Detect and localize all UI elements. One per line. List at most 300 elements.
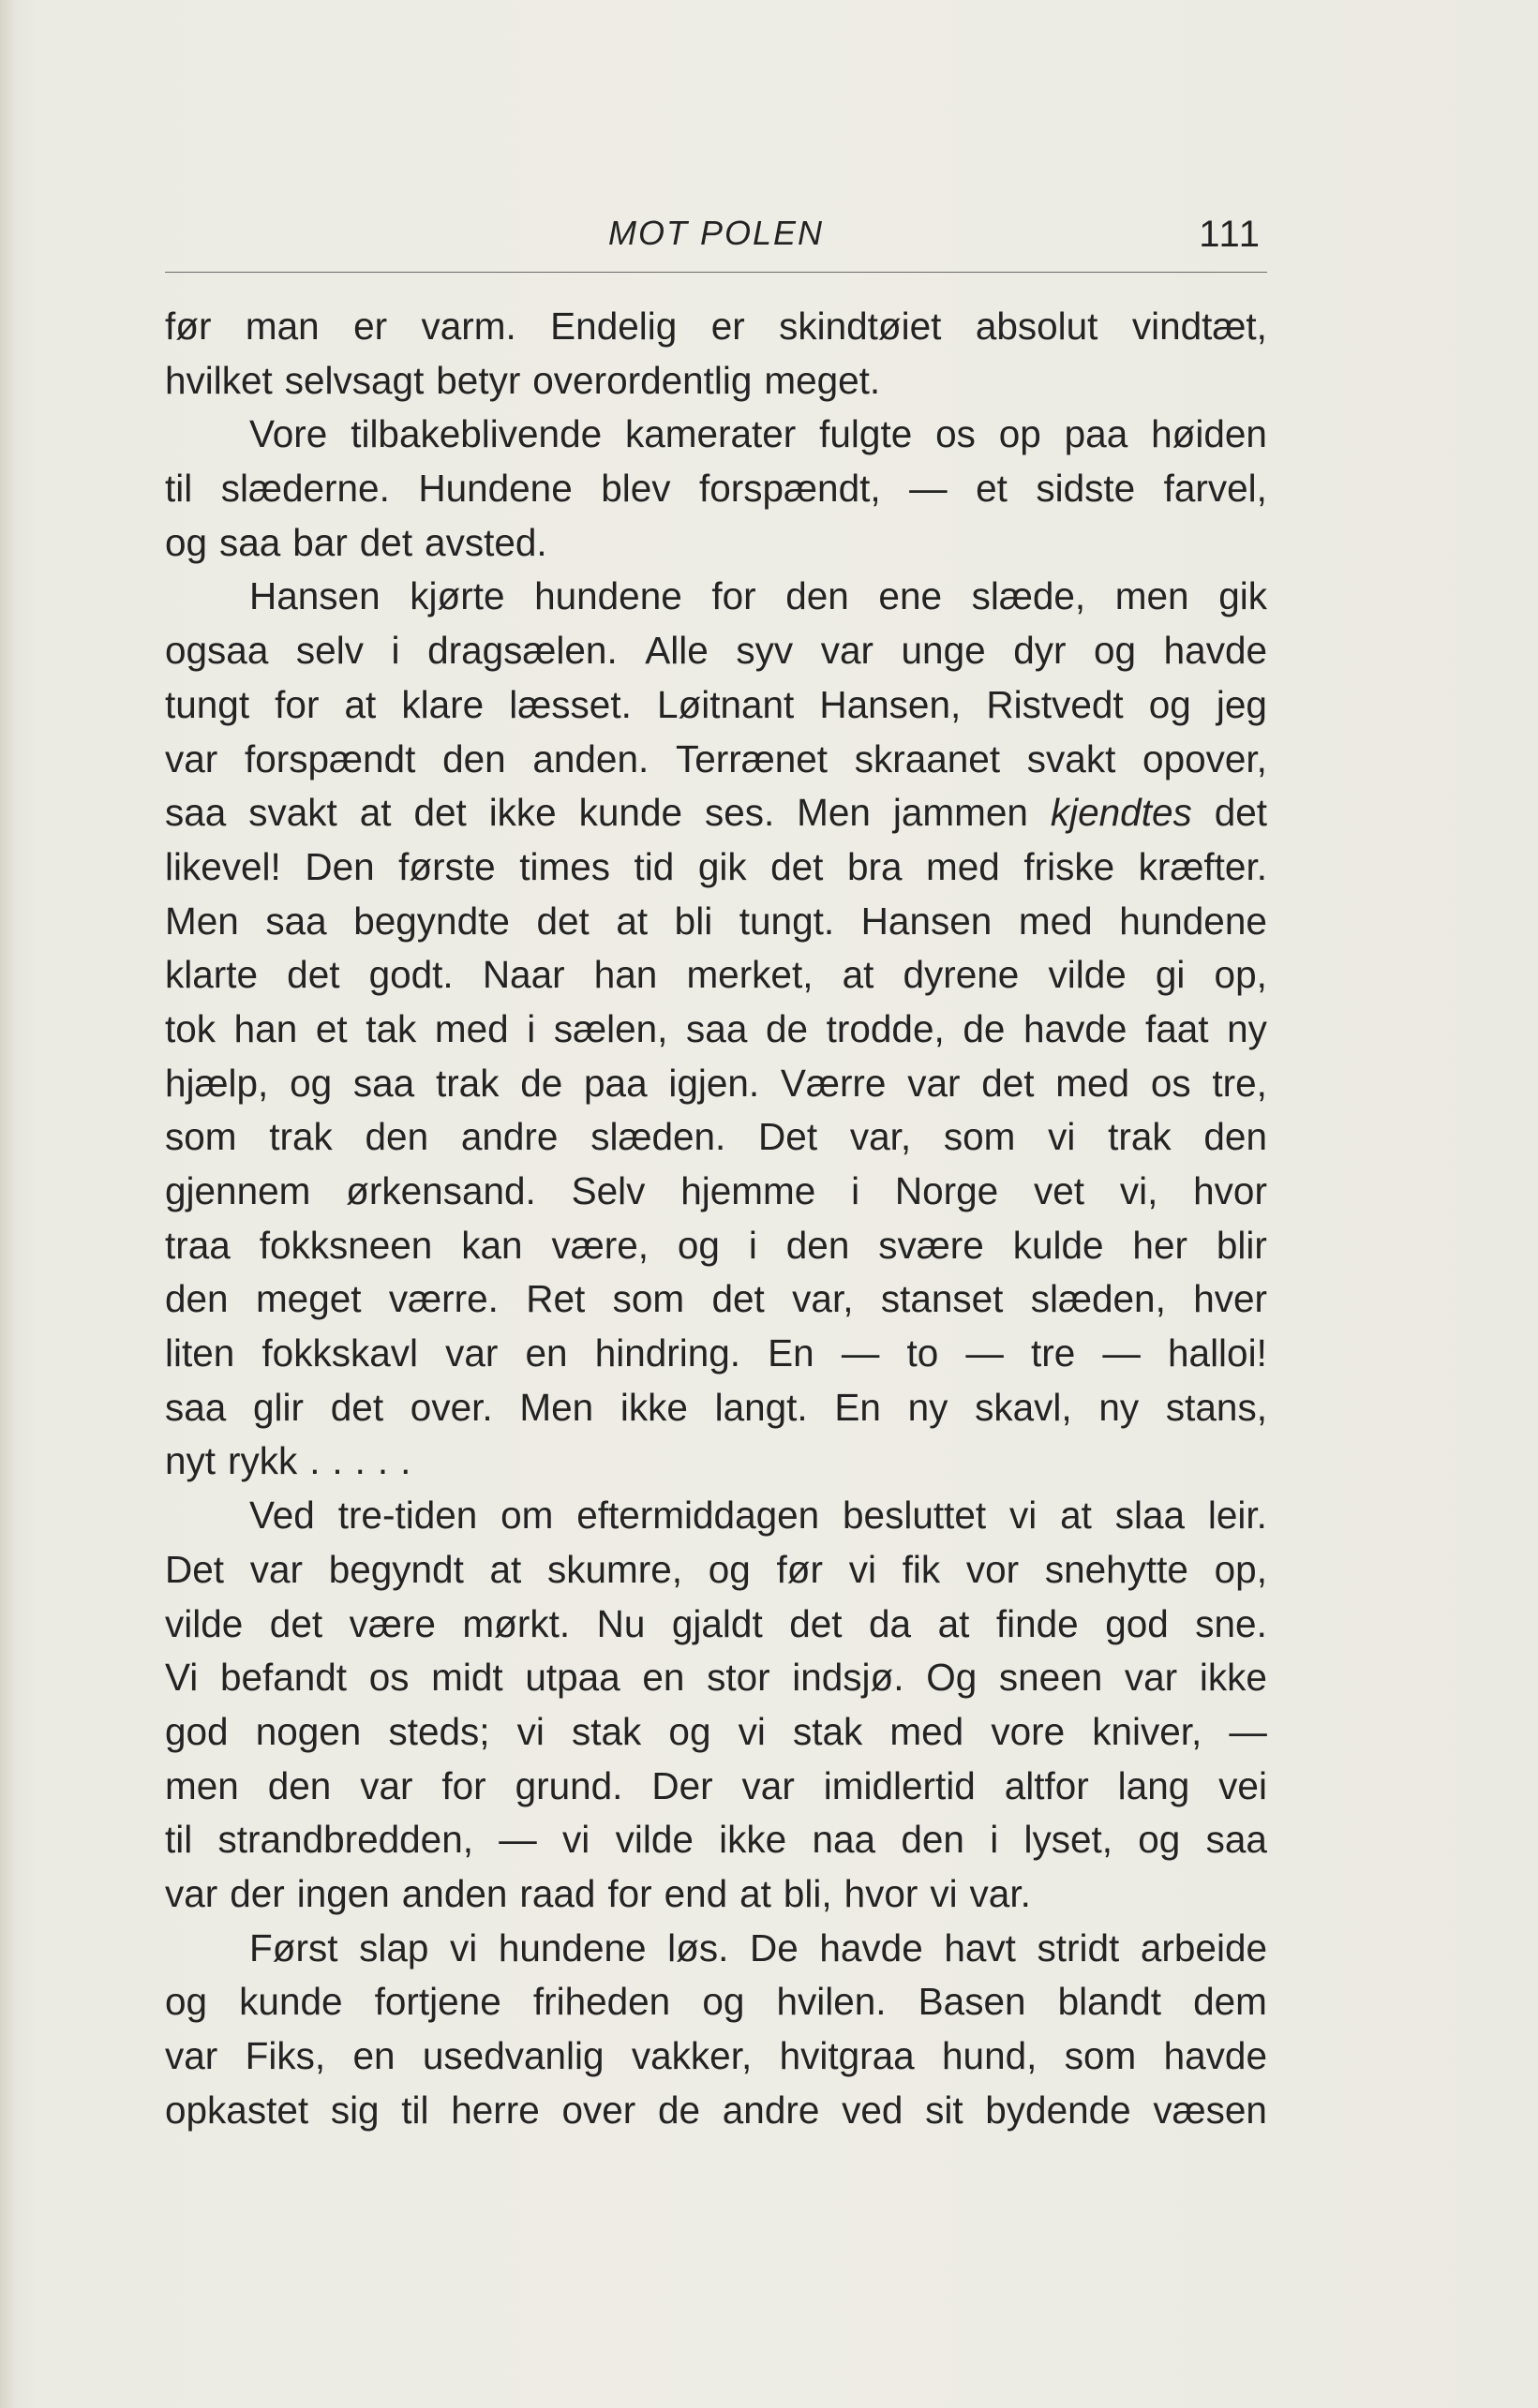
word: Hansen <box>249 574 381 618</box>
word: blandt <box>1057 1980 1161 2024</box>
word: høiden <box>1151 412 1267 456</box>
word: — <box>499 1818 537 1862</box>
word: havt <box>944 1925 1016 1970</box>
word: naa <box>812 1818 876 1862</box>
word: skraanet <box>854 736 1001 780</box>
word: bra <box>846 844 903 888</box>
word: faat <box>1144 1006 1209 1050</box>
word: vi <box>562 1818 590 1862</box>
word: og <box>702 1980 745 2024</box>
word: paa <box>1064 412 1128 456</box>
word: tungt. <box>739 899 835 943</box>
text-line <box>165 2084 1267 2138</box>
word: slæde, <box>971 574 1086 618</box>
running-title: MOT POLEN <box>607 214 825 252</box>
word: fokksneen <box>259 1223 433 1267</box>
word: var <box>907 1061 961 1105</box>
word: sit <box>925 2088 963 2132</box>
text-line <box>165 1489 1267 1543</box>
word: han <box>233 1006 298 1050</box>
word: med <box>1055 1061 1130 1105</box>
word: avsted. <box>425 520 547 564</box>
word: times <box>519 844 610 888</box>
word: paa <box>584 1061 648 1105</box>
text-line <box>165 2029 1267 2084</box>
word: anden. <box>532 736 650 780</box>
word: Ristvedt <box>986 682 1124 726</box>
word: rykk <box>227 1439 298 1483</box>
word: men <box>165 1763 239 1807</box>
word: var <box>165 1871 218 1915</box>
word: den <box>785 1223 850 1267</box>
word: en <box>352 2034 396 2077</box>
word: for <box>275 682 320 726</box>
word: hundene <box>498 1925 647 1970</box>
word: være <box>349 1601 436 1645</box>
text-line <box>165 624 1267 678</box>
word: eftermiddagen <box>576 1494 820 1538</box>
word: Hundene <box>418 467 573 511</box>
word: fokkskavl <box>261 1331 418 1375</box>
word: et <box>315 1006 348 1050</box>
word: som <box>943 1115 1016 1159</box>
text-line <box>165 948 1267 1003</box>
word: var <box>249 1547 303 1591</box>
word: værre. <box>388 1277 499 1321</box>
word: slæden. <box>590 1115 726 1159</box>
word: bli <box>674 899 713 943</box>
word: skumre, <box>547 1547 683 1591</box>
word: ny <box>1227 1006 1267 1050</box>
word: da <box>869 1601 912 1645</box>
word: og <box>1138 1818 1181 1862</box>
word: som <box>612 1277 685 1321</box>
word: saa <box>165 791 227 835</box>
word: Den <box>305 844 375 888</box>
word: hvilket <box>165 358 273 402</box>
word: friske <box>1023 844 1115 888</box>
word: usedvanlig <box>422 2034 605 2077</box>
word: og <box>290 1061 333 1105</box>
word: over. <box>410 1385 493 1429</box>
word: fulgte <box>819 412 913 456</box>
word: Hansen <box>860 899 993 943</box>
word: der <box>230 1871 285 1915</box>
word: i <box>851 1169 860 1212</box>
word: blir <box>1216 1223 1267 1267</box>
word: ogsaa <box>165 629 269 673</box>
word: vi <box>1009 1494 1038 1538</box>
word: vet <box>1034 1169 1085 1212</box>
text-line <box>165 1327 1267 1381</box>
word: snehytte <box>1044 1547 1188 1591</box>
word: det <box>287 953 340 997</box>
word: end <box>664 1871 728 1915</box>
word: var. <box>969 1871 1031 1915</box>
word: hjemme <box>680 1169 816 1212</box>
word: betyr <box>436 358 521 402</box>
word: dyr <box>1013 629 1067 673</box>
word: var <box>360 1763 413 1807</box>
word: om <box>500 1494 554 1538</box>
word: ørkensand. <box>346 1169 536 1212</box>
word: det <box>711 1277 765 1321</box>
word: den <box>365 1115 429 1159</box>
word: Fiks, <box>245 2034 326 2077</box>
word: og <box>165 520 208 564</box>
word: slæderne. <box>220 467 390 511</box>
text-line <box>165 678 1267 733</box>
word: den <box>442 736 506 780</box>
word: jeg <box>1216 682 1267 726</box>
word: — <box>965 1331 1004 1375</box>
word: gjennem <box>165 1169 311 1212</box>
word: slæden, <box>1030 1277 1166 1321</box>
word: god <box>1105 1601 1169 1645</box>
word: hundene <box>1119 899 1267 943</box>
word: havde <box>1163 2034 1267 2077</box>
word: man <box>245 305 320 348</box>
text-line <box>165 1381 1267 1435</box>
word: før <box>165 305 212 348</box>
word: stak <box>792 1709 863 1753</box>
page-number: 111 <box>1199 214 1262 255</box>
word: os <box>935 412 976 456</box>
word: begyndt <box>328 1547 464 1591</box>
word: gik <box>1218 574 1267 618</box>
text-line <box>165 1003 1267 1057</box>
word: tre <box>1031 1331 1076 1375</box>
word: syv <box>736 629 794 673</box>
word: vakker, <box>631 2034 753 2077</box>
word: absolut <box>975 305 1098 348</box>
word: var <box>165 2034 218 2077</box>
word: stans, <box>1165 1385 1267 1429</box>
word: friheden <box>532 1980 671 2024</box>
word: væsen <box>1153 2088 1267 2132</box>
paragraph <box>165 1922 1267 2138</box>
text-line <box>165 1922 1267 1976</box>
word: dyrene <box>903 953 1020 997</box>
word: var <box>445 1331 499 1375</box>
word: sidste <box>1036 467 1136 511</box>
word: en <box>642 1656 685 1700</box>
word: dragsælen. <box>427 629 618 673</box>
text-line <box>165 786 1267 840</box>
word: kjørte <box>410 574 505 618</box>
word: vi <box>449 1925 478 1970</box>
word: saa <box>165 1385 227 1429</box>
word: ingen <box>296 1871 390 1915</box>
word: skindtøiet <box>779 305 942 348</box>
text-line <box>165 895 1267 949</box>
word: to <box>906 1331 939 1375</box>
word: kunde <box>239 1980 343 2024</box>
text-line <box>165 1057 1267 1111</box>
word: hvitgraa <box>779 2034 915 2077</box>
word: klare <box>401 682 485 726</box>
word: Men <box>519 1385 594 1429</box>
word: svakt <box>1026 736 1116 780</box>
word: trak <box>269 1115 333 1159</box>
word: indsjø. <box>792 1656 904 1700</box>
word: fortjene <box>374 1980 501 2024</box>
word: vi, <box>1119 1169 1158 1212</box>
word: vi <box>930 1871 958 1915</box>
word: kniver, <box>1092 1709 1202 1753</box>
word: ikke <box>620 1385 688 1429</box>
word: og <box>1094 629 1137 673</box>
word: det <box>789 1601 843 1645</box>
word: begyndte <box>353 899 510 943</box>
word: det <box>770 844 824 888</box>
paragraph <box>165 300 1267 408</box>
body-text <box>165 300 1267 2137</box>
word: hvor <box>1193 1169 1267 1212</box>
word: saa <box>352 1061 415 1105</box>
word: med <box>1018 899 1093 943</box>
word: — <box>841 1331 880 1375</box>
text-line <box>165 1272 1267 1327</box>
word: Endelig <box>550 305 678 348</box>
word: vi <box>848 1547 876 1591</box>
word: tilbakeblivende <box>351 412 603 456</box>
word: var <box>741 1763 795 1807</box>
word: at <box>1060 1494 1092 1538</box>
word: altfor <box>1004 1763 1089 1807</box>
word: var, <box>792 1277 854 1321</box>
word: klarte <box>165 953 259 997</box>
text-line <box>165 354 1267 409</box>
word: kan <box>461 1223 523 1267</box>
word: at <box>616 899 649 943</box>
text-line <box>165 1813 1267 1867</box>
text-line <box>165 1110 1267 1165</box>
word: hundene <box>534 574 682 618</box>
word: bli, <box>783 1871 832 1915</box>
word: at <box>937 1601 970 1645</box>
word: at <box>489 1547 522 1591</box>
word: var <box>1124 1656 1178 1700</box>
word: er <box>353 305 388 348</box>
word: Norge <box>894 1169 999 1212</box>
word: Hansen, <box>819 682 962 726</box>
word: hvor <box>844 1871 918 1915</box>
word: stak <box>572 1709 642 1753</box>
word: med <box>889 1709 964 1753</box>
word: skavl, <box>975 1385 1072 1429</box>
word: vilde <box>1048 953 1127 997</box>
word: kunde <box>578 791 683 835</box>
word: at <box>344 682 377 726</box>
word: varm. <box>421 305 516 348</box>
word: og <box>668 1709 711 1753</box>
word: de <box>963 1006 1006 1050</box>
word: . <box>309 1439 321 1483</box>
word: den <box>785 574 849 618</box>
word: det <box>1214 791 1267 835</box>
paragraph <box>165 408 1267 570</box>
word: at <box>359 791 392 835</box>
word: som <box>165 1115 237 1159</box>
word: vi <box>1048 1115 1076 1159</box>
word: Vi <box>165 1656 199 1700</box>
word: Ret <box>526 1277 586 1321</box>
word: Basen <box>918 1980 1026 2024</box>
word: Naar <box>482 953 565 997</box>
text-line <box>165 516 1267 571</box>
word: tak <box>366 1006 417 1050</box>
text-line <box>165 733 1267 787</box>
word: i <box>990 1818 999 1862</box>
word: kamerater <box>624 412 797 456</box>
text-line <box>165 1760 1267 1814</box>
word: hver <box>1193 1277 1267 1321</box>
word: svære <box>878 1223 984 1267</box>
word: gjaldt <box>671 1601 763 1645</box>
word: ikke <box>719 1818 787 1862</box>
word: blev <box>601 467 671 511</box>
word: Værre <box>780 1061 887 1105</box>
word: første <box>398 844 496 888</box>
word: tok <box>165 1006 217 1050</box>
word: utpaa <box>525 1656 620 1700</box>
word: det <box>536 899 590 943</box>
word: sneen <box>998 1656 1103 1700</box>
word: strandbredden, <box>217 1818 473 1862</box>
word: var <box>820 629 874 673</box>
text-line <box>165 1975 1267 2029</box>
word: svakt <box>248 791 337 835</box>
word: . <box>377 1439 389 1483</box>
word: for <box>711 574 756 618</box>
word: i <box>748 1223 757 1267</box>
word: op, <box>1214 1547 1267 1591</box>
word: forspændt <box>244 736 416 780</box>
word: som <box>1064 2034 1137 2077</box>
text-line <box>165 408 1267 462</box>
word: før <box>776 1547 823 1591</box>
text-line <box>165 1219 1267 1273</box>
word: dem <box>1193 1980 1267 2024</box>
word: befandt <box>219 1656 348 1700</box>
word: raad <box>519 1871 596 1915</box>
word: at <box>739 1871 771 1915</box>
word: løs. <box>667 1925 729 1970</box>
word: saa <box>219 520 281 564</box>
word: . <box>400 1439 411 1483</box>
word: os <box>368 1656 410 1700</box>
word: for <box>441 1763 486 1807</box>
word: hindring. <box>594 1331 741 1375</box>
text-line <box>165 1165 1267 1219</box>
word: hjælp, <box>165 1061 269 1105</box>
word: være, <box>551 1223 649 1267</box>
text-line <box>165 1651 1267 1705</box>
word: god <box>165 1709 229 1753</box>
word: andre <box>460 1115 559 1159</box>
word: Først <box>249 1925 338 1970</box>
word: tungt <box>165 682 250 726</box>
word: Men <box>165 899 239 943</box>
word: havde <box>1023 1006 1127 1050</box>
word: slaa <box>1114 1494 1186 1538</box>
word: slap <box>359 1925 429 1970</box>
word: langt. <box>714 1385 808 1429</box>
word: leir. <box>1207 1494 1267 1538</box>
word: sælen, <box>553 1006 668 1050</box>
word: til <box>401 2088 429 2132</box>
word: finde <box>995 1601 1079 1645</box>
word: og <box>1148 682 1191 726</box>
word: ene <box>878 574 942 618</box>
word: og <box>708 1547 751 1591</box>
word: De <box>749 1925 799 1970</box>
word: et <box>976 467 1008 511</box>
word: overordentlig <box>532 358 753 402</box>
word: merket, <box>686 953 814 997</box>
word: andre <box>722 2088 820 2132</box>
word: . <box>354 1439 366 1483</box>
word: de <box>658 2088 701 2132</box>
word: den <box>165 1277 229 1321</box>
word: igjen. <box>668 1061 760 1105</box>
word: at <box>842 953 874 997</box>
word: vei <box>1218 1763 1267 1807</box>
word: med <box>434 1006 509 1050</box>
text-line <box>165 570 1267 624</box>
word: han <box>593 953 658 997</box>
word: i <box>391 629 400 673</box>
word: . <box>332 1439 343 1483</box>
word: steds; <box>388 1709 490 1753</box>
word: glir <box>253 1385 305 1429</box>
text-line <box>165 462 1267 516</box>
word: Men <box>797 791 871 835</box>
word: den <box>901 1818 964 1862</box>
word: vi <box>516 1709 545 1753</box>
word: det <box>413 791 467 835</box>
word: trak <box>1108 1115 1172 1159</box>
word: stor <box>707 1656 770 1700</box>
word: læsset. <box>509 682 632 726</box>
word: den <box>1203 1115 1267 1159</box>
word: vi <box>738 1709 766 1753</box>
word: fik <box>902 1547 941 1591</box>
word: forspændt, <box>699 467 881 511</box>
word: kulde <box>1012 1223 1104 1267</box>
text-line <box>165 1598 1267 1652</box>
word: — <box>1229 1709 1267 1753</box>
word: arbeide <box>1140 1925 1267 1970</box>
word: bar <box>292 520 348 564</box>
word: herre <box>451 2088 540 2132</box>
word: sne. <box>1195 1601 1267 1645</box>
word: men <box>1114 574 1189 618</box>
word: Terrænet <box>675 736 829 780</box>
word: Ved <box>249 1494 315 1538</box>
word: med <box>926 844 1000 888</box>
word: havde <box>1163 629 1267 673</box>
word: de <box>765 1006 809 1050</box>
word: Alle <box>645 629 709 673</box>
word: selvsagt <box>284 358 425 402</box>
word: traa <box>165 1223 231 1267</box>
word: var, <box>849 1115 912 1159</box>
word: tre, <box>1212 1061 1267 1105</box>
word: — <box>1102 1331 1141 1375</box>
word: det <box>330 1385 384 1429</box>
